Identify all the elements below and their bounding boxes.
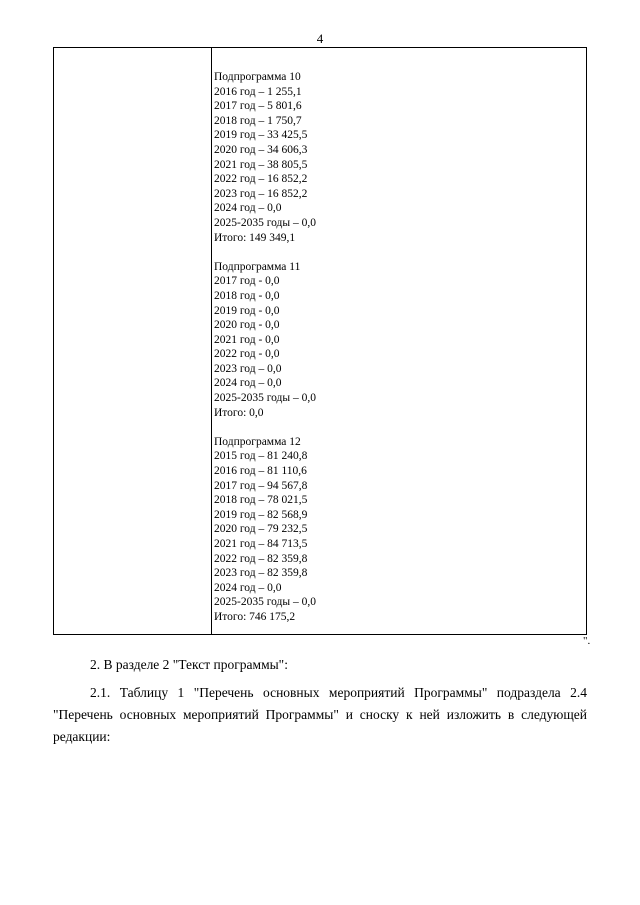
funding-line: 2022 год – 82 359,8	[214, 552, 308, 565]
funding-line: 2017 год – 94 567,8	[214, 479, 308, 492]
subprogram-10	[214, 70, 574, 245]
funding-line: 2018 год – 1 750,7	[214, 114, 302, 127]
funding-line: 2020 год – 79 232,5	[214, 523, 308, 536]
funding-line: 2016 год – 81 110,6	[214, 465, 307, 478]
funding-line: 2015 год – 81 240,8	[214, 450, 308, 463]
paragraph-section-2: 2. В разделе 2 "Текст программы":	[90, 657, 288, 672]
funding-line: 2023 год – 16 852,2	[214, 187, 308, 200]
funding-line: 2022 год – 16 852,2	[214, 173, 308, 186]
funding-line: 2019 год – 82 568,9	[214, 508, 308, 521]
funding-line: 2020 год – 34 606,3	[214, 143, 308, 156]
funding-line: 2021 год – 84 713,5	[214, 538, 308, 550]
subprogram-title: Подпрограмма 12	[214, 435, 301, 448]
funding-line: 2018 год - 0,0	[214, 289, 280, 302]
funding-line: 2025-2035 годы – 0,0	[214, 392, 317, 405]
funding-line: 2023 год – 0,0	[214, 362, 282, 375]
funding-total: Итого: 0,0	[214, 406, 264, 419]
subprogram-12	[214, 435, 574, 625]
funding-line: 2017 год – 5 801,6	[214, 100, 302, 113]
funding-line: 2025-2035 годы – 0,0	[214, 216, 317, 229]
funding-line: 2016 год – 1 255,1	[214, 85, 302, 98]
funding-total: Итого: 149 349,1	[214, 231, 296, 244]
funding-line: 2021 год – 38 805,5	[214, 158, 308, 171]
funding-total: Итого: 746 175,2	[214, 610, 296, 623]
closing-quote-mark: ".	[583, 635, 591, 647]
column-divider	[211, 48, 212, 634]
funding-line: 2018 год – 78 021,5	[214, 494, 308, 507]
funding-cell	[214, 70, 574, 639]
funding-line: 2024 год – 0,0	[214, 202, 282, 215]
funding-line: 2023 год – 82 359,8	[214, 567, 308, 580]
funding-line: 2021 год - 0,0	[214, 333, 280, 346]
funding-line: 2019 год - 0,0	[214, 304, 280, 317]
funding-line: 2020 год - 0,0	[214, 319, 280, 332]
subprogram-11	[214, 260, 574, 421]
funding-line: 2022 год - 0,0	[214, 348, 280, 361]
funding-line: 2024 год – 0,0	[214, 581, 282, 594]
subprogram-title: Подпрограмма 10	[214, 71, 301, 83]
paragraph-table-1: 2.1. Таблицу 1 "Перечень основных мероприятий Программы" подраздела 2.4 "Перечень основных мероприятий Программы" и сноску к ней изложить в следующей редакции:	[53, 685, 587, 744]
funding-line: 2017 год - 0,0	[214, 275, 280, 288]
funding-line: 2024 год – 0,0	[214, 377, 282, 390]
page-number: 4	[316, 31, 324, 46]
subprogram-title: Подпрограмма 11	[214, 260, 301, 273]
funding-table	[53, 47, 587, 635]
funding-line: 2025-2035 годы – 0,0	[214, 596, 317, 609]
funding-line: 2019 год – 33 425,5	[214, 129, 308, 142]
